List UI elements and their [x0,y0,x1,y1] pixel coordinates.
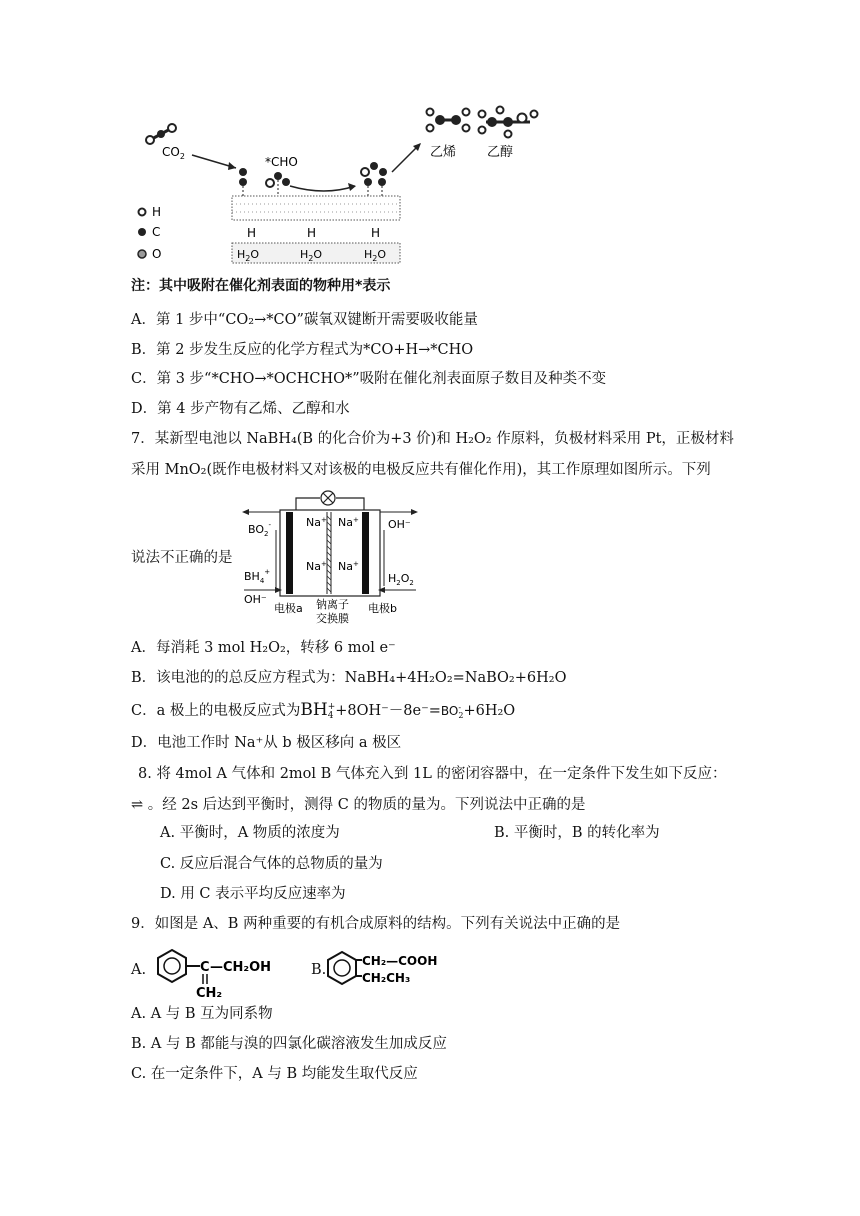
q7-stem-line2: 采用 MnO₂(既作电极材料又对该极的电极反应共有催化作用)，其工作原理如图所示。下列 [131,462,711,478]
q7-option-b: B．该电池的的总反应方程式为：NaBH₄+4H₂O₂=NaBO₂+6H₂O [131,670,567,686]
structure-b-diagram [322,948,452,992]
q9-stem: 9．如图是 A、B 两种重要的有机合成原料的结构。下列有关说法中正确的是 [131,916,621,932]
water-3: $H_2O$ [364,248,387,263]
q6-option-d: D．第 4 步产物有乙烯、乙醇和水 [131,401,350,417]
ethanol-label: 乙醇 [487,145,514,160]
structure-a-diagram [150,944,280,1000]
electrode-a-plate [286,512,293,594]
q8-option-d: D. 用 C 表示平均反应速率为 [160,886,346,902]
lamp-icon [321,491,335,505]
q8-option-a: A. 平衡时，A 物质的浓度为 [160,825,340,841]
cho-label: *CHO [265,155,298,169]
water-2: $H_2O$ [300,248,323,263]
surface-h-2: H [307,226,317,240]
svg-text:Na+: Na+ [338,560,359,573]
svg-text:—CH₂OH: —CH₂OH [210,960,272,975]
water-1: $H_2O$ [237,248,260,263]
electrode-a-label: 电极a [274,602,303,615]
electrode-b-label: 电极b [368,602,397,615]
svg-text:Na+: Na+ [306,516,327,529]
bh4-label: $BH_4^+$ [244,568,271,585]
svg-text:CH₂CH₃: CH₂CH₃ [362,971,411,985]
svg-text:CH₂—COOH: CH₂—COOH [362,954,438,968]
oh-right-label: OH⁻ [388,518,411,531]
q8-option-c: C. 反应后混合气体的总物质的量为 [160,856,383,872]
co2-molecule-icon [146,124,176,144]
oh-left-label: OH⁻ [244,593,267,606]
q9-structure-b-label: B. [311,962,327,978]
reaction-mechanism-figure [130,100,550,270]
benzene-ring-icon [328,952,356,984]
adsorbed-cho-icon [266,172,290,196]
electrode-b-plate [362,512,369,594]
svg-text:C: C [152,225,161,239]
arrow-2 [290,186,355,191]
adsorbed-co-icon [239,168,247,196]
q9-structure-a-label: A. [131,962,147,978]
h2o2-right-label: $H_2O_2$ [388,572,414,587]
svg-text:C: C [200,960,210,975]
co2-label: $CO_2$ [162,145,185,161]
svg-text:Na+: Na+ [338,516,359,529]
benzene-ring-icon [158,950,186,982]
legend [138,205,161,261]
q6-option-c: C．第 3 步“*CHO→*OCHCHO*”吸附在催化剂表面原子数目及种类不变 [131,371,607,387]
q9-option-a: A. A 与 B 互为同系物 [131,1006,273,1022]
adsorbed-ochcho-icon [361,162,387,196]
q9-option-c: C. 在一定条件下，A 与 B 均能发生取代反应 [131,1066,418,1082]
membrane-label-1: 钠离子 [316,598,349,611]
q7-stem-line1: 7．某新型电池以 NaBH₄(B 的化合价为+3 价)和 H₂O₂ 作原料，负极材料采用 Pt，正极材料 [131,431,734,447]
ion-exchange-membrane [327,512,331,594]
membrane-label-2: 交换膜 [316,612,349,625]
svg-text:H: H [152,205,162,219]
ethylene-molecule-icon [427,109,470,132]
q8-stem-line1: 8. 将 4mol A 气体和 2mol B 气体充入到 1L 的密闭容器中，在一定条件下发生如下反应： [138,766,727,782]
ethylene-label: 乙烯 [430,145,457,160]
q7-option-a: A．每消耗 3 mol H₂O₂，转移 6 mol e⁻ [131,640,396,656]
q7-option-c: C．a 极上的电极反应式为BH + 4 +8OH⁻－8e⁻=BO - 2 +6H₂O [131,700,516,721]
q6-option-a: A．第 1 步中“CO₂→*CO”碳氧双键断开需要吸收能量 [131,312,478,328]
catalyst-surface [232,196,400,220]
svg-text:O: O [152,247,162,261]
figure-note: 注：其中吸附在催化剂表面的物种用*表示 [131,278,391,294]
q9-option-b: B. A 与 B 都能与溴的四氯化碳溶液发生加成反应 [131,1036,447,1052]
svg-text:Na+: Na+ [306,560,327,573]
q6-option-b: B．第 2 步发生反应的化学方程式为*CO+H→*CHO [131,342,474,358]
svg-text:CH₂: CH₂ [196,986,223,1000]
surface-h-3: H [371,226,381,240]
battery-diagram [240,486,430,628]
q7-stem-line3: 说法不正确的是 [131,550,233,566]
q8-option-b: B. 平衡时，B 的转化率为 [494,825,660,841]
bo2-label: $BO_2^-$ [248,521,272,538]
q7-option-d: D．电池工作时 Na⁺从 b 极区移向 a 极区 [131,735,402,751]
surface-h-1: H [247,226,257,240]
q8-stem-line2: ⇌ 。经 2s 后达到平衡时，测得 C 的物质的量为。下列说法中正确的是 [131,797,586,813]
ethanol-molecule-icon [479,107,538,138]
